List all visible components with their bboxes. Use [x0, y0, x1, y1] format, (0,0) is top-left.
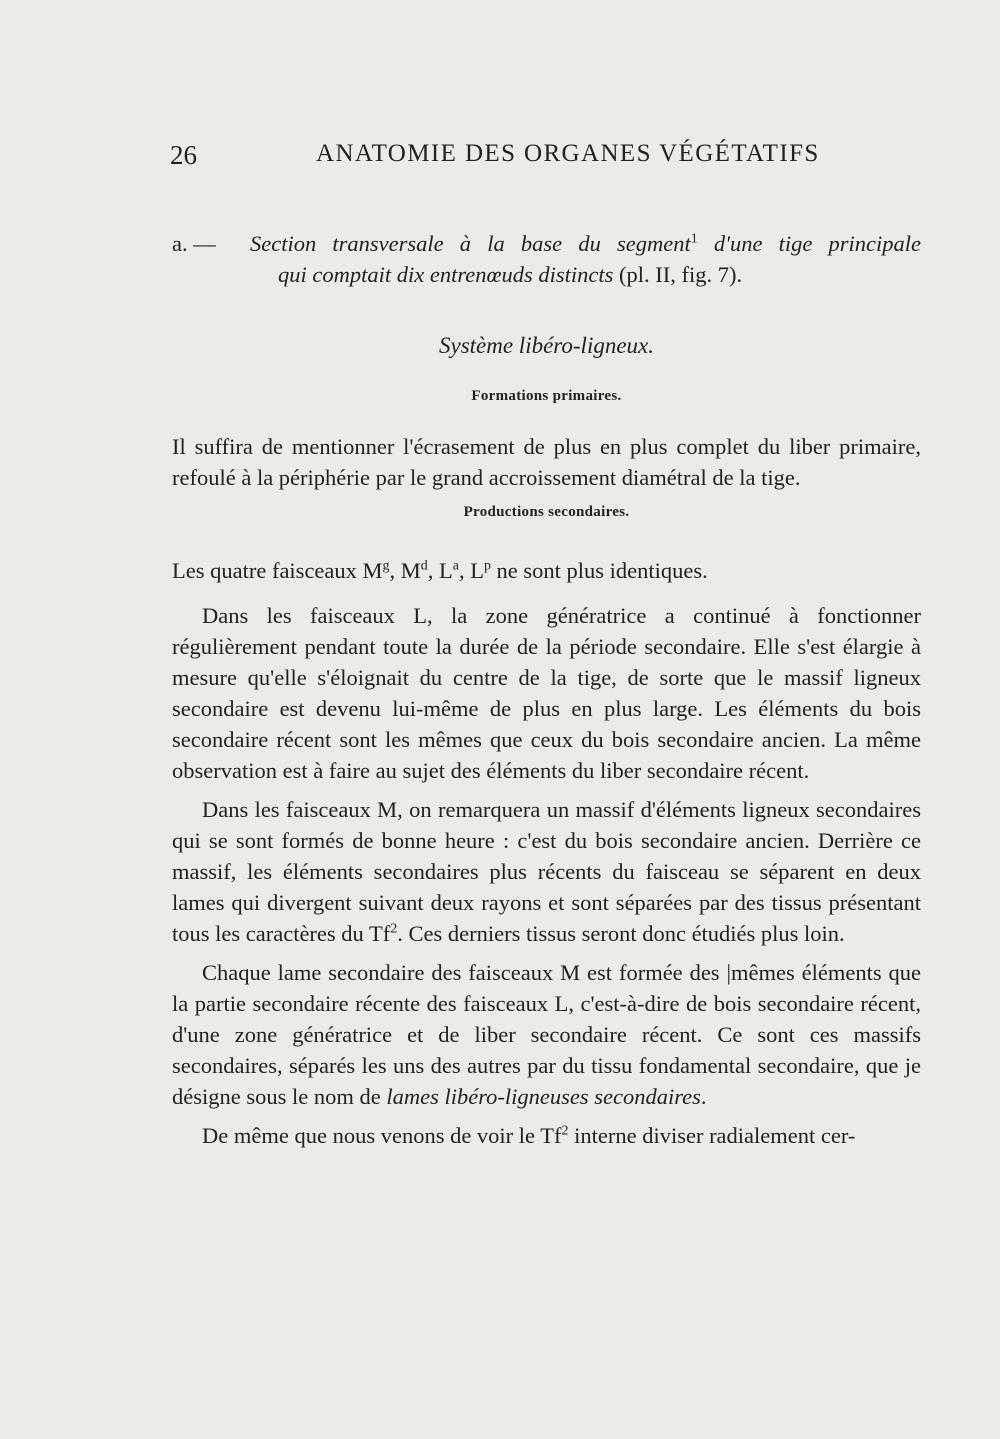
running-title: ANATOMIE DES ORGANES VÉGÉTATIFS — [316, 140, 820, 167]
section-letter: a. — — [172, 231, 216, 256]
tissue-symbol: Tf — [540, 1123, 562, 1148]
section-title-line2 — [250, 259, 921, 290]
tissue-symbol-sup: 2 — [561, 1123, 569, 1139]
bundles-text: Les quatre faisceaux — [172, 558, 363, 583]
formations-heading: Formations primaires. — [471, 388, 622, 404]
bundle-md-sup: d — [420, 558, 428, 574]
section-title-line1 — [250, 228, 921, 259]
term-lames-libero-ligneuses: lames libéro-ligneuses secondaires — [386, 1084, 701, 1109]
paragraph-m-text: Dans les faisceaux M, on remarquera un massif d'éléments ligneux secondaires qui se sont formés de bonne heure : c'est du bois secondaire ancien. Derrière ce massif, les éléments secondaires plus récents du faisceau se séparent en deux lames qui divergent suivant deux rayons et sont séparées par des tissus présentant tous les caractères du — [172, 797, 921, 946]
section-title-part1: Section transversale à la base du segment — [250, 231, 691, 256]
formations-paragraph: Il suffira de mentionner l'écrasement de plus en plus complet du liber primaire, refoulé à la périphérie par le grand accroissement diamétral de la tige. — [172, 434, 921, 490]
tissue-symbol-sup: 2 — [390, 921, 398, 937]
paragraph-lame — [172, 957, 921, 1112]
page-number: 26 — [170, 140, 197, 170]
bundles-text-end: ne sont plus identiques. — [490, 558, 708, 583]
paragraph-l-bundles: Dans les faisceaux L, la zone génératrice a continué à fonctionner régulièrement pendant toute la durée de la période secondaire. Elle s'est élargie à mesure qu'elle s'éloignait du centre de la tige, de sorte que le massif ligneux secondaire est devenu lui-même de plus en plus large. Les éléments du bois secondaire récent sont les mêmes que ceux du bois secondaire ancien. La même observation est à faire au sujet des éléments du liber secondaire récent. — [172, 603, 921, 783]
paragraph-last — [172, 1120, 921, 1151]
system-heading: Système libéro-ligneux. — [438, 333, 655, 358]
section-heading — [172, 228, 921, 290]
bundle-mg-sup: g — [382, 558, 390, 574]
body-text — [172, 228, 921, 1151]
paragraph-last-text-end: interne diviser radialement cer- — [568, 1123, 856, 1148]
paragraph-lame-text-end: . — [700, 1084, 707, 1109]
bundle-la: L — [439, 558, 453, 583]
bundle-lp-sup: p — [483, 558, 491, 574]
productions-heading: Productions secondaires. — [463, 504, 630, 520]
bundle-mg: M — [362, 558, 383, 583]
bundles-sentence — [172, 555, 921, 586]
paragraph-last-text: De même que nous venons de voir le — [202, 1123, 541, 1148]
plate-reference: (pl. II, fig. 7). — [619, 262, 743, 287]
separator: , — [458, 558, 471, 583]
bundle-md: M — [400, 558, 421, 583]
separator: , — [427, 558, 439, 583]
bundle-lp: L — [470, 558, 484, 583]
paragraph-m-bundles — [172, 794, 921, 949]
paragraph-lame-text: Chaque lame secondaire des faisceaux M est formée des |mêmes éléments que la partie secondaire récente des faisceaux L, c'est-à-dire de bois secondaire récent, d'une zone génératrice et de liber secondaire récent. Ce sont ces massifs secondaires, séparés les uns des autres par du tissu fondamental secondaire, que je désigne sous le nom de — [172, 960, 921, 1109]
section-title-part2: d'une tige principale — [713, 231, 922, 256]
tissue-symbol: Tf — [369, 921, 391, 946]
bundle-la-sup: a — [452, 558, 459, 574]
footnote-reference: 1 — [690, 231, 698, 247]
section-title-part3: qui comptait dix entrenœuds distincts — [278, 262, 614, 287]
section-title — [250, 228, 921, 290]
paragraph-m-text-end: . Ces derniers tissus seront donc étudiés plus loin. — [397, 921, 845, 946]
separator: , — [389, 558, 401, 583]
